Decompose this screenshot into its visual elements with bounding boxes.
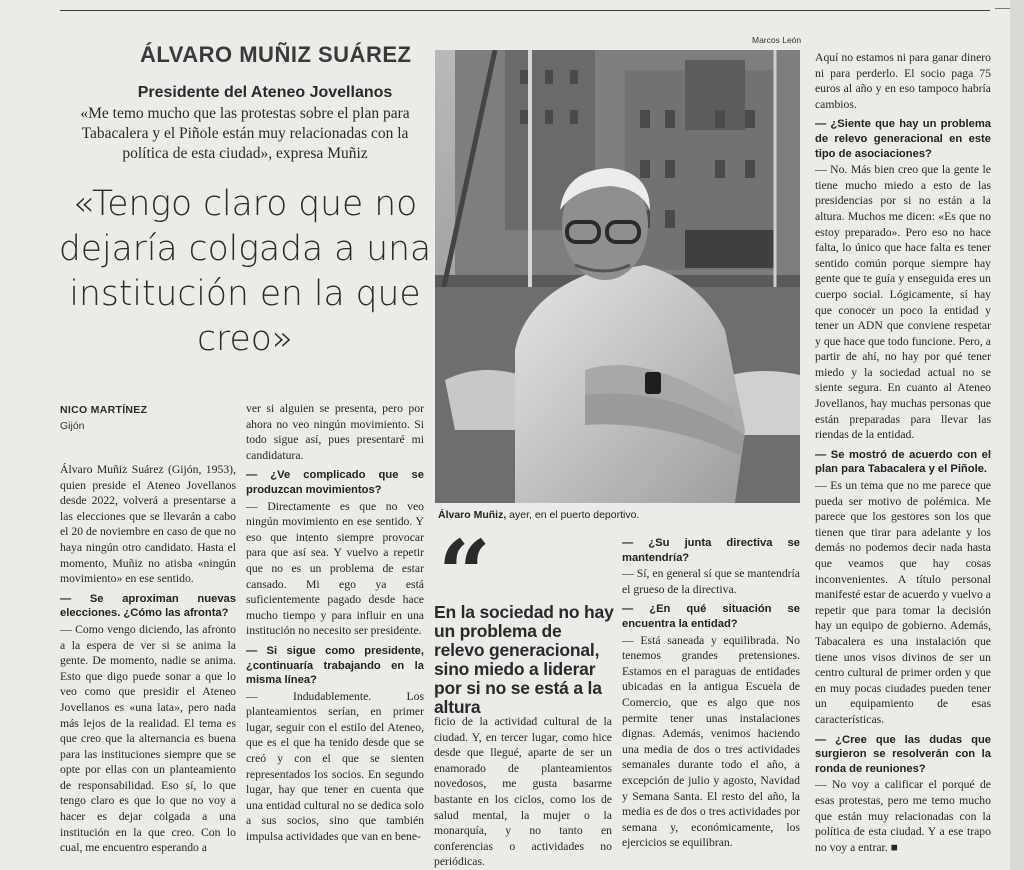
answer-5: — Está saneada y equilibrada. No tenemos grandes pretensiones. Estamos en el paraguas de entidades ubicadas en la antigua Escuela de Comercio, que es algo que nos permite tener unas instalaciones dignas. Además, venimos haciendo una media de dos o tres actividades semanales durante todo el año, a excepción de julio y agosto, Navidad y Semana Santa. El resto del año, la media es de dos o tres actividades por semana y, económicamente, los ejercicios se equilibran. <box>622 633 800 850</box>
next-page-edge <box>1010 0 1024 870</box>
question-2: — ¿Ve complicado que se produzcan movimientos? <box>246 469 424 496</box>
column-4 <box>622 536 800 851</box>
question-1: — Se aproximan nuevas elecciones. ¿Cómo las afronta? <box>60 592 236 620</box>
portrait-photo <box>435 50 800 503</box>
answer-3: — Indudablemente. Los planteamientos serían, en primer lugar, seguir con el estilo del Ateneo, que es el que ha tenido desde que se creó y con el que se sienten representados los socios. En segundo lugar, hay que tener en cuenta que una entidad cultural no se dedica solo a sus socios, sino que también impulsa actividades que van en bene- <box>246 689 424 844</box>
intro-paragraph: Álvaro Muñiz Suárez (Gijón, 1953), quien preside el Ateneo Jovellanos desde 2022, volverá a presentarse a las elecciones que se llevarán a cabo el 20 de noviembre en caso de que no haya ningún otro candidato. Hasta el momento, Muñiz no atisba «ningún movimiento» en ese sentido. <box>60 463 236 586</box>
answer-7: — Es un tema que no me parece que pueda ser motivo de polémica. Me parece que los gestores son los que tienen que tirar para adelante y los demás no podemos decir nada hasta que veamos que hay cosas inconvenientes. A título personal manifesté estar de acuerdo y vuelvo a repetir que para tomar la decisión hay un equipo de gobierno. Además, Tabacalera es una instalación que tiene unos visos divinos de ser un centro cultural de primer orden y que en muy pocas ciudades pueden tener un equipamiento de esas características. <box>815 479 991 726</box>
column-3 <box>434 714 612 870</box>
question-7: — Se mostró de acuerdo con el plan para Tabacalera y el Piñole. <box>815 448 991 476</box>
harbor-portrait-image <box>435 50 800 503</box>
answer-1: — Como vengo diciendo, las afronto a la espera de ver si se anima la gente. De momento, nadie se anima. Esto que digo puede sonar a que lo veo como que presidir el Ateneo Jovellanos es «una lata», pero nada más lejos de la realidad. El tema es que creo que la alternancia es buena para las instituciones siempre que se opte por ellas con un planteamiento de responsabilidad. Eso sí, lo que tengo claro es que lo que no voy a hacer es dejar colgada a una institución en la que creo. Con lo cual, me encuentro esperando a <box>60 622 236 855</box>
byline-city: Gijón <box>60 420 85 432</box>
caption-text: ayer, en el puerto deportivo. <box>506 509 640 521</box>
pull-quote: En la sociedad no hay un problema de relevo generacional, sino miedo a liderar por si no se está a la altura <box>434 602 614 717</box>
column-1 <box>60 462 236 856</box>
answer-3-continued: ficio de la actividad cultural de la ciudad. Y, en tercer lugar, como hice desde que llegué, aparte de ser un enamorado de planteamientos novedosos, me gusta basarme bastante en los ciclos, como los de salud mental, la mujer o la monarquía, y no tanto en conferencias o actividades no periódicas. <box>434 715 612 869</box>
quote-mark-icon: “ <box>438 520 491 628</box>
question-8: — ¿Cree que las dudas que surgieron se resolverán con la ronda de reuniones? <box>815 733 991 775</box>
interviewee-name: ÁLVARO MUÑIZ SUÁREZ <box>140 42 412 67</box>
answer-4: — Sí, en general sí que se mantendría el grueso de la directiva. <box>622 567 800 596</box>
answer-6: — No. Más bien creo que la gente le tiene mucho miedo a esto de las presidencias por si no están a la altura. Muchos me dicen: «Es que no estoy preparado». Pero eso no hace falta, lo único que hace falta es tener sentido común porque siempre hay gente que te guía y enseguida eres un cuerpo social. Lógicamente, sí hay que conocer un poco la entidad y tener un ADN que conviene respetar y que hace que todo funcione. Pero, a partir de ahí, no hay por qué tener miedo y la sociedad actual no se siente segura. En cuanto al Ateneo Jovellanos, hay muchas personas que están preparadas para llevar las riendas de la entidad. <box>815 163 991 442</box>
question-5: — ¿En qué situación se encuentra la entidad? <box>622 603 800 630</box>
answer-5-continued: Aquí no estamos ni para ganar dinero ni para perderlo. El socio paga 75 euros al año y en eso tampoco habría cambios. <box>815 51 991 111</box>
column-2 <box>246 401 424 845</box>
column-5 <box>815 50 991 855</box>
top-rule <box>60 10 990 11</box>
article-subtitle: «Me temo mucho que las protestas sobre el plan para Tabacalera y el Piñole están muy relacionadas con la política de esta ciudad», expresa Muñiz <box>80 105 410 162</box>
article-headline: «Tengo claro que no dejaría colgada a una institución en la que creo» <box>58 184 432 359</box>
photo-credit: Marcos León <box>752 35 802 45</box>
answer-8: — No voy a calificar el porqué de esas protestas, pero me temo mucho que están muy relacionadas con la política de esta ciudad. Y a ese trapo no voy a entrar. ■ <box>815 778 991 854</box>
question-4: — ¿Su junta directiva se mantendría? <box>622 537 800 564</box>
question-3: — Si sigue como presidente, ¿continuaría trabajando en la misma línea? <box>246 644 424 687</box>
answer-1-continued: ver si alguien se presenta, pero por ahora no veo ningún movimiento. Si todo sigue así, pues presentaré mi candidatura. <box>246 402 424 462</box>
byline-author: NICO MARTÍNEZ <box>60 404 148 416</box>
caption-name: Álvaro Muñiz, <box>438 509 507 521</box>
question-6: — ¿Siente que hay un problema de relevo generacional en este tipo de asociaciones? <box>815 118 991 160</box>
answer-2: — Directamente es que no veo ningún movimiento en ese sentido. Y eso que intento siempre provocar para que así sea. Y vuelvo a repetir que no es un problema de estar cansado. Mi ego ya está suficientemente pagado desde hace mucho tiempo y para influir en una institución no necesito ser presidente. <box>246 499 424 638</box>
interviewee-role: Presidente del Ateneo Jovellanos <box>137 84 393 101</box>
